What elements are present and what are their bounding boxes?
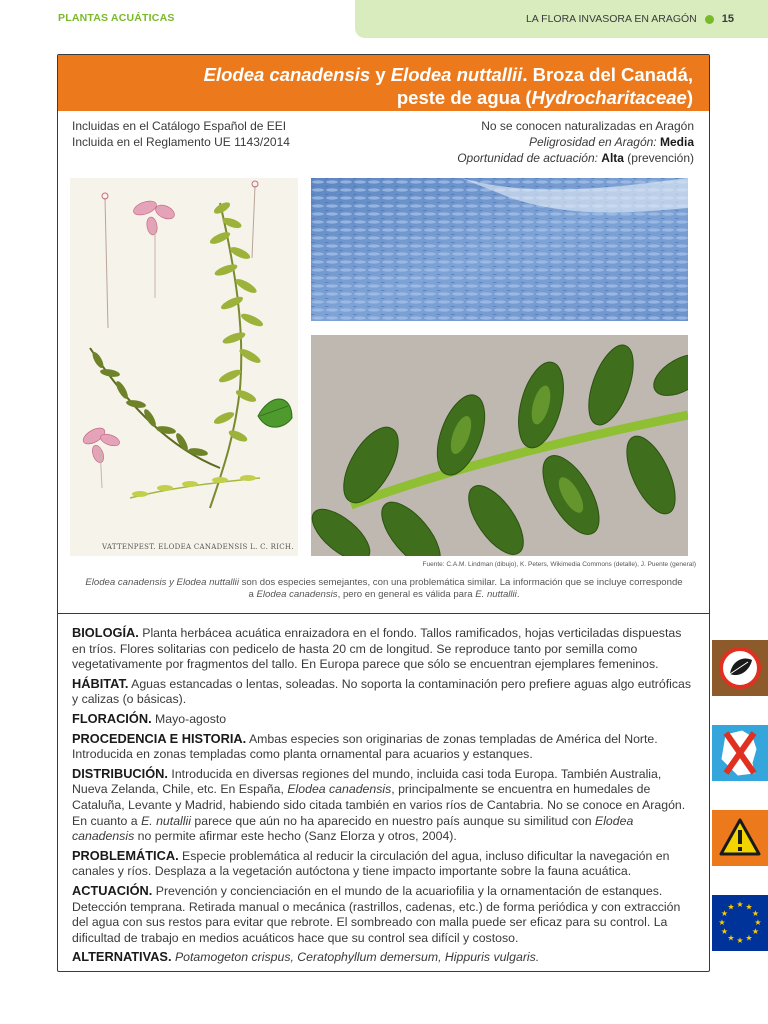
- problematica-heading: PROBLEMÁTICA.: [72, 847, 179, 863]
- opportunity-note: (prevención): [623, 151, 694, 165]
- opportunity-level: [457, 150, 694, 166]
- warning-icon: [712, 810, 768, 866]
- section-header: PLANTAS ACUÁTICAS: [58, 12, 175, 24]
- svg-text:★: ★: [745, 933, 753, 943]
- title-species-1: Elodea canadensis: [203, 64, 371, 85]
- risk-status: [457, 118, 694, 166]
- caption-text: son dos especies semejantes, con una problemática similar. La información que se incluye corresponde: [238, 577, 683, 588]
- opportunity-value: Alta: [601, 151, 624, 165]
- page-number: 15: [721, 13, 734, 25]
- caption-pre: a: [248, 589, 257, 600]
- caption-species: Elodea canadensis y Elodea nuttallii: [85, 577, 239, 588]
- svg-text:★: ★: [751, 927, 760, 936]
- species-description: [72, 625, 698, 969]
- caption-species-3: E. nuttallii: [475, 589, 517, 600]
- eu-flag-icon: [712, 895, 768, 951]
- actuacion-heading: ACTUACIÓN.: [72, 882, 153, 898]
- opportunity-label: Oportunidad de actuación:: [457, 151, 602, 165]
- alternativas-paragraph: [72, 949, 698, 966]
- distribucion-text-4: no permite afirmar este hecho (Sanz Elorza y otros, 2004).: [134, 829, 457, 844]
- svg-text:★: ★: [727, 933, 735, 943]
- drawing-illustration: [70, 178, 298, 556]
- title-line-1: [58, 63, 693, 86]
- actuacion-text: Prevención y concienciación en el mundo de la acuariofilia y la ornamentación de estanques. Detección temprana. Retirada manual o mecánica (rastrillos, cadenas, etc.) de forma periódica y con extracción del agua con sus restos para evitar que rebrote. El sombreado con malla puede ser eficaz para su control. La dificultad de trabajo en medios acuáticos hace que su control sea difícil y costoso.: [72, 883, 681, 945]
- distribucion-text-2: , principalmente se encuentra en humedales de Cataluña, Levante y Madrid, habiendo sido citada también en varios ríos de Cantabria. No se conoce en Aragón. En cuanto a: [72, 782, 686, 828]
- catalog-status: Incluidas en el Catálogo Español de EEI: [72, 119, 287, 133]
- svg-text:★: ★: [720, 927, 729, 936]
- svg-text:★: ★: [754, 918, 762, 927]
- plant-detail-photo: [311, 335, 688, 556]
- plant-detail-image: [311, 335, 688, 556]
- habitat-text: Aguas estancadas o lentas, soleadas. No soporta la contaminación pero prefiere aguas algo eutróficas y calizas (o básicas).: [72, 676, 692, 707]
- title-line2-text: peste de agua (: [396, 87, 532, 108]
- procedencia-paragraph: [72, 731, 698, 763]
- floracion-heading: FLORACIÓN.: [72, 710, 152, 726]
- title-close: ): [686, 87, 693, 108]
- biologia-heading: BIOLOGÍA.: [72, 625, 139, 640]
- alternativas-heading: ALTERNATIVAS.: [72, 949, 172, 965]
- title-species-2: Elodea nuttallii: [390, 64, 523, 85]
- distribucion-species-2: E. nutallii: [141, 813, 191, 828]
- water-surface-photo: [311, 178, 688, 321]
- procedencia-heading: PROCEDENCIA E HISTORIA.: [72, 730, 247, 746]
- floracion-paragraph: [72, 711, 698, 728]
- svg-text:★: ★: [745, 902, 753, 912]
- danger-label: Peligrosidad en Aragón:: [529, 135, 660, 149]
- regulation-status: Incluida en el Reglamento UE 1143/2014: [72, 135, 290, 149]
- title-family: Hydrocharitaceae: [531, 87, 687, 108]
- caption-species-2: Elodea canadensis: [256, 589, 338, 600]
- problematica-paragraph: [72, 848, 698, 880]
- aragon-map-crossed-icon: [712, 725, 768, 781]
- distribucion-heading: DISTRIBUCIÓN.: [72, 765, 168, 781]
- biologia-paragraph: [72, 625, 698, 673]
- svg-text:★: ★: [727, 902, 735, 912]
- leaf-icon: [712, 640, 768, 696]
- actuacion-paragraph: [72, 883, 698, 946]
- figure-caption: [70, 577, 698, 601]
- habitat-paragraph: [72, 676, 698, 708]
- section-divider: [58, 613, 709, 614]
- drawing-label: VATTENPEST. ELODEA CANADENSIS L. C. RICH.: [102, 543, 294, 551]
- svg-text:★: ★: [720, 909, 729, 918]
- caption-line-2: [70, 589, 698, 601]
- distribucion-text-3: parece que aún no ha aparecido en nuestro país aunque su similitud con: [190, 813, 595, 828]
- naturalized-status: No se conocen naturalizadas en Aragón: [481, 119, 694, 133]
- image-source: Fuente: C.A.M. Lindman (dibujo), K. Peters, Wikimedia Commons (detalle), J. Puente (general): [422, 561, 696, 568]
- caption-end: .: [516, 589, 520, 600]
- water-surface-image: [311, 178, 688, 321]
- book-title: LA FLORA INVASORA EN ARAGÓN: [525, 13, 697, 25]
- title-line-2: [58, 86, 693, 109]
- svg-text:★: ★: [751, 909, 760, 918]
- danger-value: Media: [659, 135, 694, 149]
- svg-text:★: ★: [736, 900, 744, 909]
- title-common-names: . Broza del Canadá,: [522, 64, 693, 85]
- caption-line-1: [70, 577, 698, 589]
- species-title: [58, 55, 709, 111]
- problematica-text: Especie problemática al reducir la circulación del agua, incluso dificultar la navegación en canales y ríos. Desplaza a la vegetación autóctona y tiene impacto importante sobre la fauna acuática.: [72, 848, 670, 879]
- danger-level: [457, 134, 694, 150]
- distribucion-species-3: Elodea canadensis: [72, 813, 634, 844]
- svg-text:★: ★: [736, 936, 744, 945]
- legal-status: [72, 118, 290, 150]
- svg-text:★: ★: [718, 918, 726, 927]
- title-connector: y: [370, 64, 391, 85]
- caption-mid: , pero en general es válida para: [337, 589, 476, 600]
- procedencia-text: Ambas especies son originarias de zonas templadas de América del Norte. Introducida en zonas templadas como planta ornamental para acuarios y estanques.: [72, 731, 658, 762]
- book-header: [355, 0, 768, 38]
- distribucion-paragraph: [72, 766, 698, 845]
- distribucion-text-1: Introducida en diversas regiones del mundo, incluida casi toda Europa. También Australia, Nueva Zelanda, Chile, etc. En España,: [72, 766, 662, 797]
- distribucion-species-1: Elodea canadensis: [287, 782, 392, 797]
- biologia-text: Planta herbácea acuática enraizadora en el fondo. Tallos ramificados, hojas verticiladas dispuestas en tríos. Flores solitarias con pedicelo de hasta 20 cm de longitud. Se reproduce tanto por semilla como vegetativamente por fragmentos del tallo. En Europa parece que sólo se encuentran ejemplares femeninos.: [72, 626, 682, 672]
- habitat-heading: HÁBITAT.: [72, 675, 129, 691]
- alternativas-text: Potamogeton crispus, Ceratophyllum demersum, Hippuris vulgaris.: [174, 950, 540, 965]
- botanical-drawing: [70, 178, 298, 556]
- green-dot-icon: [705, 15, 714, 24]
- floracion-text: Mayo-agosto: [151, 711, 227, 726]
